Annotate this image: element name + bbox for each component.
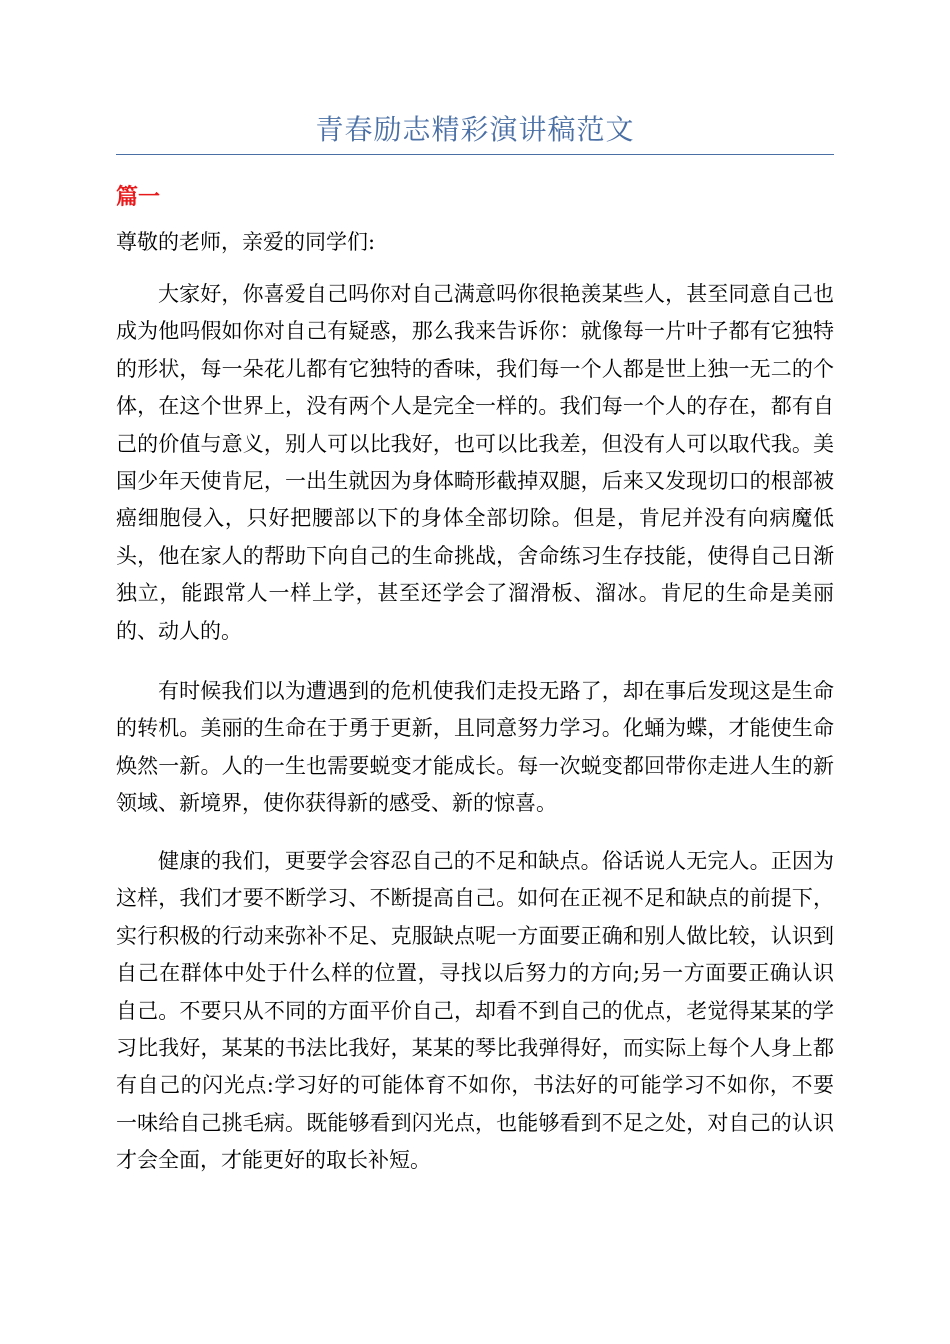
document-title: 青春励志精彩演讲稿范文: [315, 113, 635, 146]
body-paragraph-3: 健康的我们，更要学会容忍自己的不足和缺点。俗话说人无完人。正因为这样，我们才要不断学习、不断提高自己。如何在正视不足和缺点的前提下，实行积极的行动来弥补不足、克服缺点呢一方面要正确和别人做比较，认识到自己在群体中处于什么样的位置，寻找以后努力的方向;另一方面要正确认识自己。不要只从不同的方面平价自己，却看不到自己的优点，老觉得某某的学习比我好，某某的书法比我好，某某的琴比我弹得好，而实际上每个人身上都有自己的闪光点:学习好的可能体育不如你，书法好的可能学习不如你，不要一味给自己挑毛病。既能够看到闪光点，也能够看到不足之处，对自己的认识才会全面，才能更好的取长补短。: [116, 849, 834, 1173]
title-underline: [116, 154, 834, 155]
salutation-line: 尊敬的老师，亲爱的同学们:: [116, 230, 376, 254]
body-paragraph-1: 大家好，你喜爱自己吗你对自己满意吗你很艳羡某些人，甚至同意自己也成为他吗假如你对自己有疑惑，那么我来告诉你：就像每一片叶子都有它独特的形状，每一朵花儿都有它独特的香味，我们每一个人都是世上独一无二的个体，在这个世界上，没有两个人是完全一样的。我们每一个人的存在，都有自己的价值与意义，别人可以比我好，也可以比我差，但没有人可以取代我。美国少年天使肯尼，一出生就因为身体畸形截掉双腿，后来又发现切口的根部被癌细胞侵入，只好把腰部以下的身体全部切除。但是，肯尼并没有向病魔低头，他在家人的帮助下向自己的生命挑战，舍命练习生存技能，使得自己日渐独立，能跟常人一样上学，甚至还学会了溜滑板、溜冰。肯尼的生命是美丽的、动人的。: [116, 282, 834, 643]
section-heading: 篇一: [116, 184, 161, 210]
body-paragraph-2: 有时候我们以为遭遇到的危机使我们走投无路了，却在事后发现这是生命的转机。美丽的生命在于勇于更新，且同意努力学习。化蛹为蝶，才能使生命焕然一新。人的一生也需要蜕变才能成长。每一次蜕变都回带你走进人生的新领域、新境界，使你获得新的感受、新的惊喜。: [116, 679, 834, 816]
